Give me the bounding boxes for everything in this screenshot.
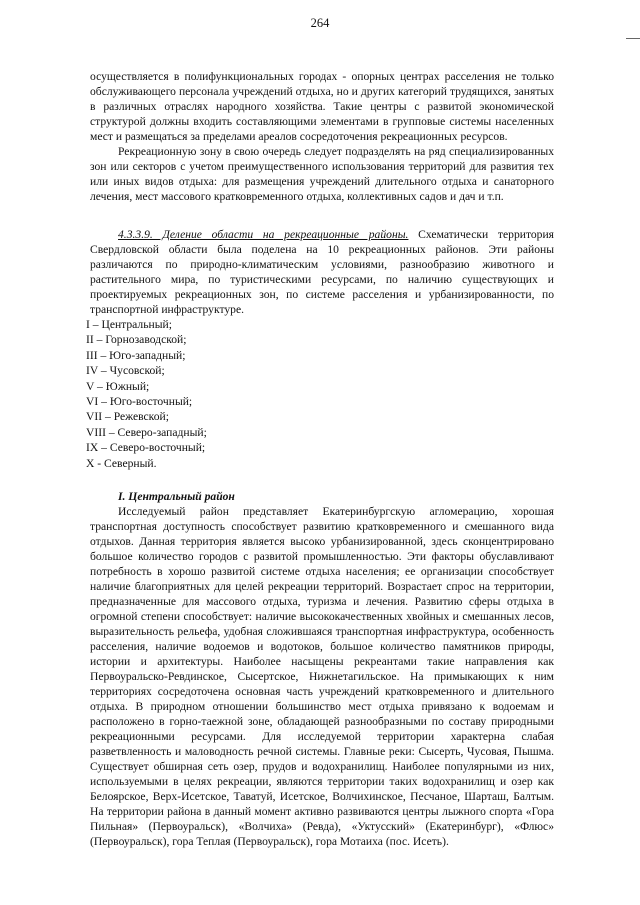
- district-item: VI – Юго-восточный;: [86, 395, 193, 409]
- page-edge-mark: [626, 38, 640, 39]
- district-heading: I. Центральный район: [118, 490, 235, 504]
- district-item: V – Южный;: [86, 379, 150, 393]
- district-list: [86, 317, 554, 471]
- district-item: II – Горнозаводской;: [86, 333, 187, 347]
- district-item: VII – Режевской;: [86, 410, 169, 424]
- section-paragraph: [90, 227, 554, 317]
- district-item: I – Центральный;: [86, 318, 172, 331]
- section-intro: Схематически территория Свердловской области была поделена на 10 рекреационных районов. Эти районы различаются по природно-климатическим условиями, разнообразию животного и растительного мира, по туристическими ресурсами, по наличию существующих и проектируемых рекреационных зон, по системе расселения и урбанизированности, по транспортной инфраструктуре.: [90, 228, 554, 316]
- paragraph-continuation: осуществляется в полифункциональных городах - опорных центрах расселения не только обслуживающего персонала учреждений отдыха, но и других категорий трудящихся, занятых в различных отраслях народного хозяйства. Такие центры с развитой экономической структурой должны входить составляющими элементами в групповые системы населенных мест и размещаться за пределами ареалов сосредоточения рекреационных ресурсов.: [90, 70, 554, 143]
- section-heading: 4.3.3.9. Деление области на рекреационные районы.: [118, 228, 409, 241]
- central-district-text: Исследуемый район представляет Екатеринбургскую агломерацию, хорошая транспортная доступность способствует развитию кратковременного и смешанного вида отдыхов. Данная территория является высоко урбанизированной, здесь сконцентрировано большое количество городов с развитой промышленностью. Эти факторы обуславливают потребность в хорошо развитой системе отдыха населения; ее организации способствует наличие благоприятных для целей рекреации территорий. Возрастает спрос на территории, предназначенные для массового отдыха, туризма и лечения. Развитию сферы отдыха в огромной степени способствует: наличие высококачественных хвойных и смешанных лесов, выразительность рельефа, удобная сложившаяся транспортная инфраструктура, особенность расселения, наличие водоемов и водотоков, большое количество памятников природы, истории и архитектуры. Наиболее насыщены рекреантами такие направления как Первоуральско-Ревдинское, Сысертское, Нижнетагильское. На примыкающих к ним территориях сосредоточена основная часть учреждений кратковременного и длительного отдыха. В природном отношении большинство мест отдыха привязано к водоемам и расположено в горно-таежной зоне, обладающей разнообразными по составу природными рекреационными ресурсами. Для исследуемой территории характерна слабая разветвленность и маловодность речной системы. Главные реки: Сысерть, Чусовая, Пышма. Существует обширная сеть озер, прудов и водохранилищ. Наиболее популярными из них, используемыми в целях рекреации, являются территории таких водохранилищ и озер как Белоярское, Верх-Исетское, Таватуй, Исетское, Волчихинское, Песчаное, Шарташ, Балтым. На территории района в данный момент активно развиваются центры лыжного спорта «Гора Пильная» (Первоуральск), «Волчиха» (Ревда), «Уктусский» (Екатеринбург), «Флюс» (Первоуральск), гора Теплая (Первоуральск), гора Мотаиха (пос. Исеть).: [90, 505, 554, 849]
- district-item: IX – Северо-восточный;: [86, 441, 206, 455]
- spacer: [90, 471, 554, 489]
- district-item: VIII – Северо-западный;: [86, 425, 207, 439]
- district-item: III – Юго-западный;: [86, 348, 186, 362]
- paragraph-recreation-zone: Рекреационную зону в свою очередь следует подразделять на ряд специализированных зон или секторов с учетом преимущественного использования территорий для развития тех или иных видов отдыха: для размещения учреждений длительного отдыха и санаторного лечения, мест массового кратковременного отдыха, коллективных садов и дач и т.п.: [90, 145, 554, 203]
- district-item: IV – Чусовской;: [86, 364, 165, 378]
- district-item: X - Северный.: [86, 456, 157, 470]
- page-number: 264: [310, 16, 330, 30]
- page-body: [86, 69, 554, 849]
- spacer: [90, 204, 554, 227]
